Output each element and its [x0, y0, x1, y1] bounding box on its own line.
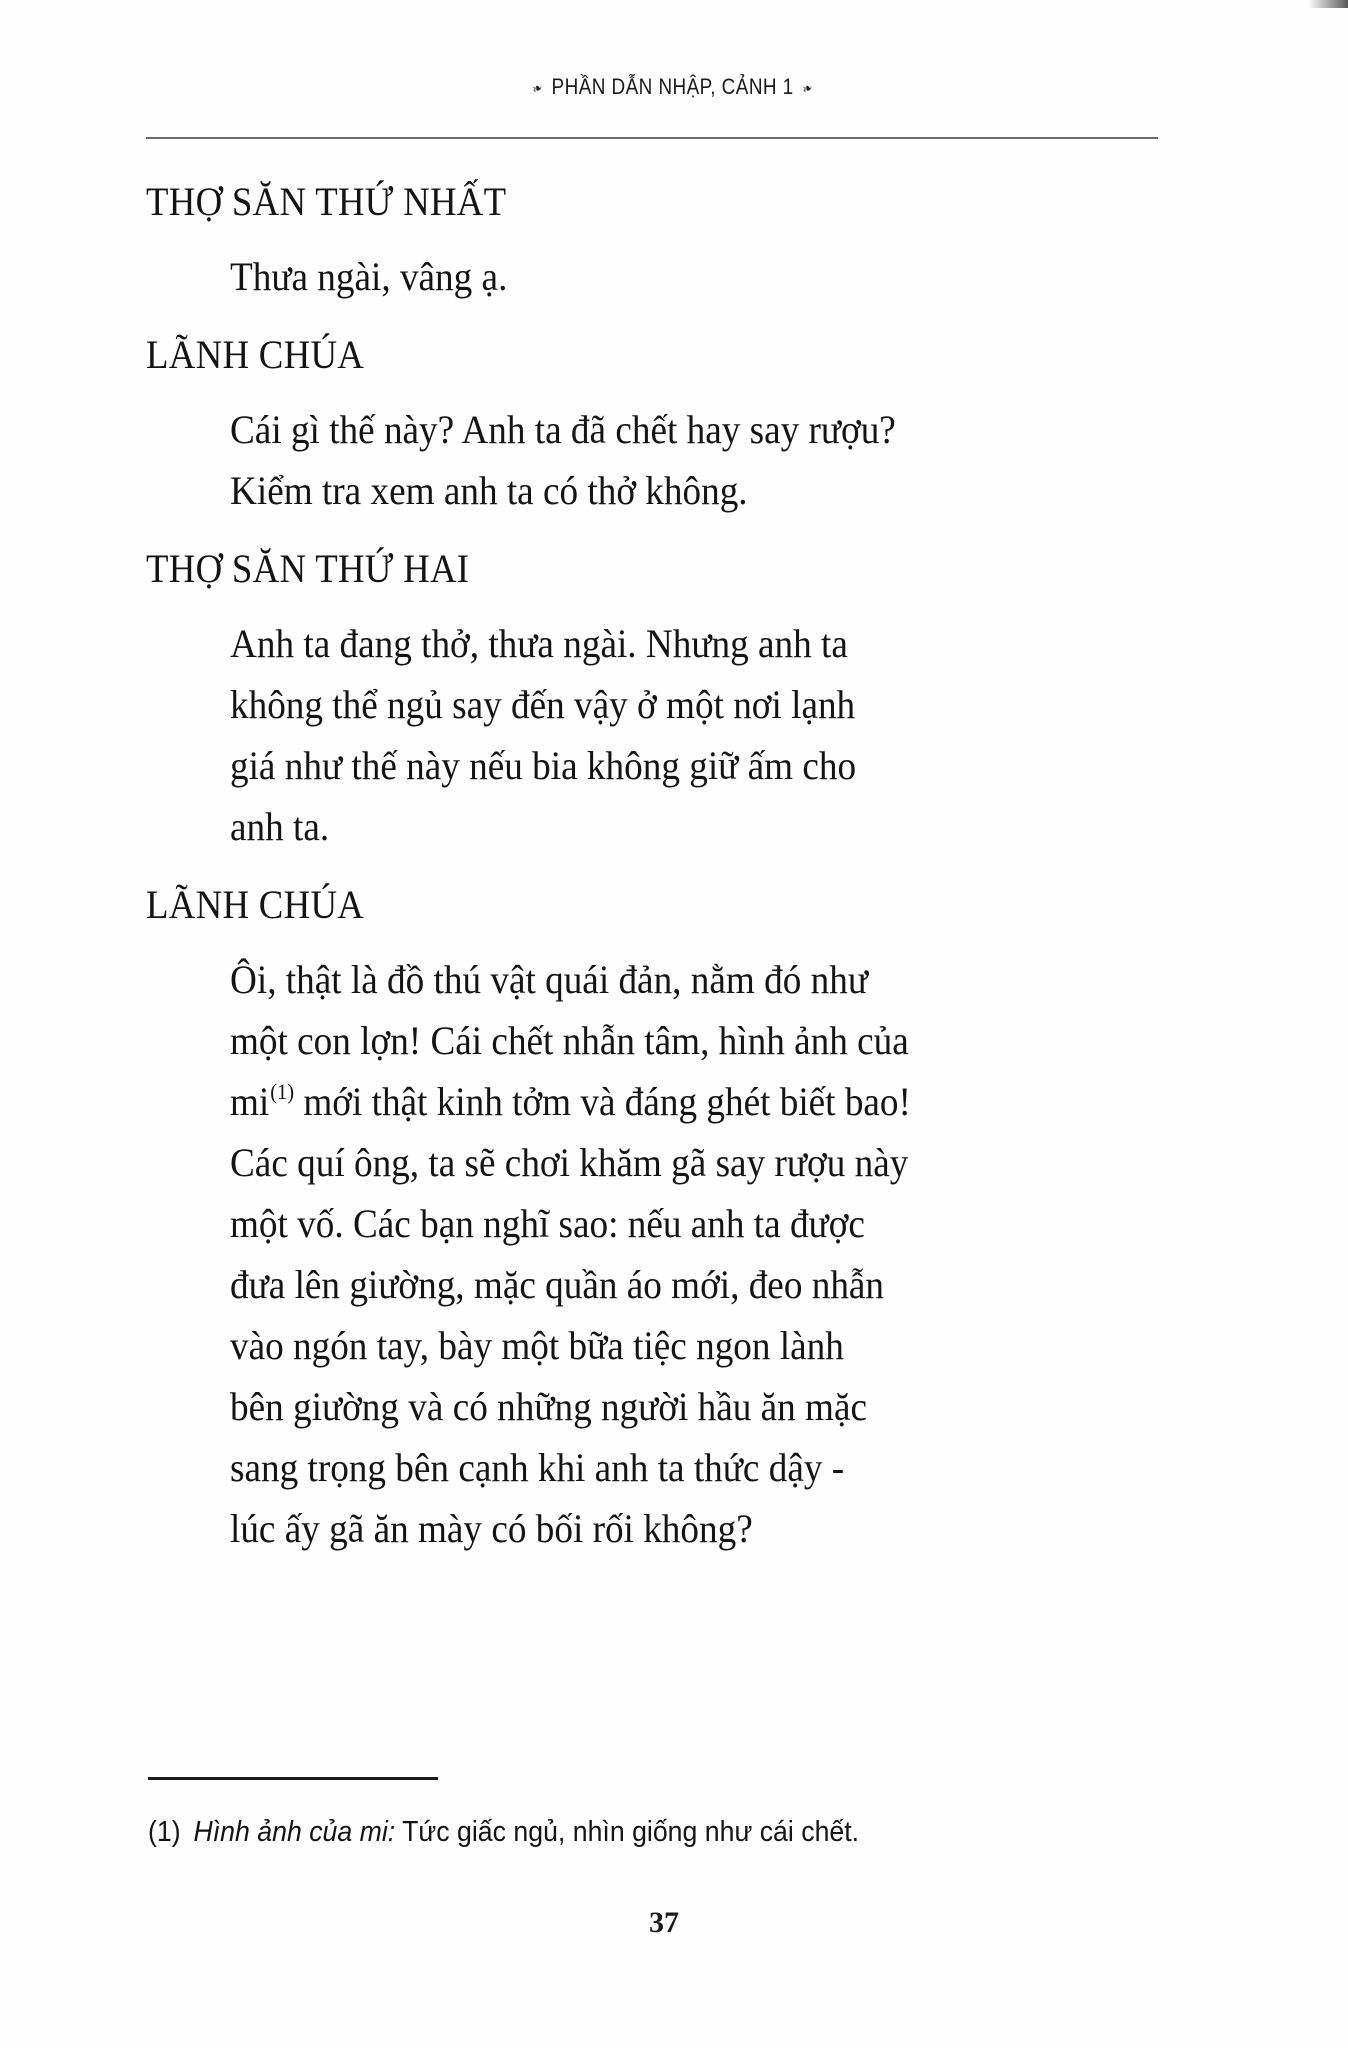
speech-line: Anh ta đang thở, thưa ngài. Nhưng anh ta — [230, 621, 848, 666]
leaf-ornament-icon: ❧ — [800, 78, 815, 98]
speech-line: vào ngón tay, bày một bữa tiệc ngon lành — [230, 1323, 844, 1368]
speech-line: sang trọng bên cạnh khi anh ta thức dậy - — [230, 1445, 845, 1490]
speech-block — [230, 399, 1160, 521]
footnote-rule — [148, 1777, 438, 1780]
footnote-term: Hình ảnh của mi: — [193, 1816, 396, 1848]
speech-line: đưa lên giường, mặc quần áo mới, đeo nhẫn — [230, 1262, 885, 1307]
footnote — [148, 1816, 859, 1849]
speech-line: một con lợn! Cái chết nhẫn tâm, hình ảnh của — [230, 1018, 909, 1063]
speech-line: Các quí ông, ta sẽ chơi khăm gã say rượu này — [230, 1140, 909, 1185]
running-head-text: PHẦN DẪN NHẬP, CẢNH 1 — [551, 74, 794, 99]
speech-block — [230, 949, 1160, 1559]
speech-line: không thể ngủ say đến vậy ở một nơi lạnh — [230, 682, 856, 727]
speech-line: một vố. Các bạn nghĩ sao: nếu anh ta được — [230, 1201, 865, 1246]
play-text — [146, 172, 1158, 1559]
speech-line: bên giường và có những người hầu ăn mặc — [230, 1384, 868, 1429]
speaker-name: LÃNH CHÚA — [146, 882, 365, 927]
speech-line: Ôi, thật là đồ thú vật quái đản, nằm đó như — [230, 957, 868, 1002]
speech-block — [230, 613, 1160, 857]
scan-edge-shadow — [1308, 0, 1348, 8]
header-rule — [146, 137, 1158, 139]
speaker-name: THỢ SĂN THỨ HAI — [146, 546, 470, 591]
speech-line: Cái gì thế này? Anh ta đã chết hay say rượu? — [230, 407, 896, 452]
leaf-ornament-icon: ❧ — [530, 78, 545, 98]
footnote-number: (1) — [148, 1816, 181, 1848]
speech-line: Thưa ngài, vâng ạ. — [230, 254, 508, 299]
speech-line: lúc ấy gã ăn mày có bối rối không? — [230, 1506, 753, 1551]
speech-line: anh ta. — [230, 804, 330, 849]
speaker-name: THỢ SĂN THỨ NHẤT — [146, 179, 507, 224]
speech-line: giá như thế này nếu bia không giữ ấm cho — [230, 743, 857, 788]
running-head — [93, 74, 1252, 100]
speech-block — [230, 246, 1160, 307]
page-number: 37 — [649, 1906, 679, 1939]
speaker-name: LÃNH CHÚA — [146, 332, 365, 377]
footnote-text: Tức giấc ngủ, nhìn giống như cái chết. — [395, 1816, 860, 1848]
speech-line: Kiểm tra xem anh ta có thở không. — [230, 468, 748, 513]
footnote-marker[interactable]: (1) — [270, 1079, 295, 1104]
speech-line-with-footnote: mi$^{(1)}$ mới thật kinh tởm và đáng ghét biết bao! — [230, 1079, 911, 1124]
